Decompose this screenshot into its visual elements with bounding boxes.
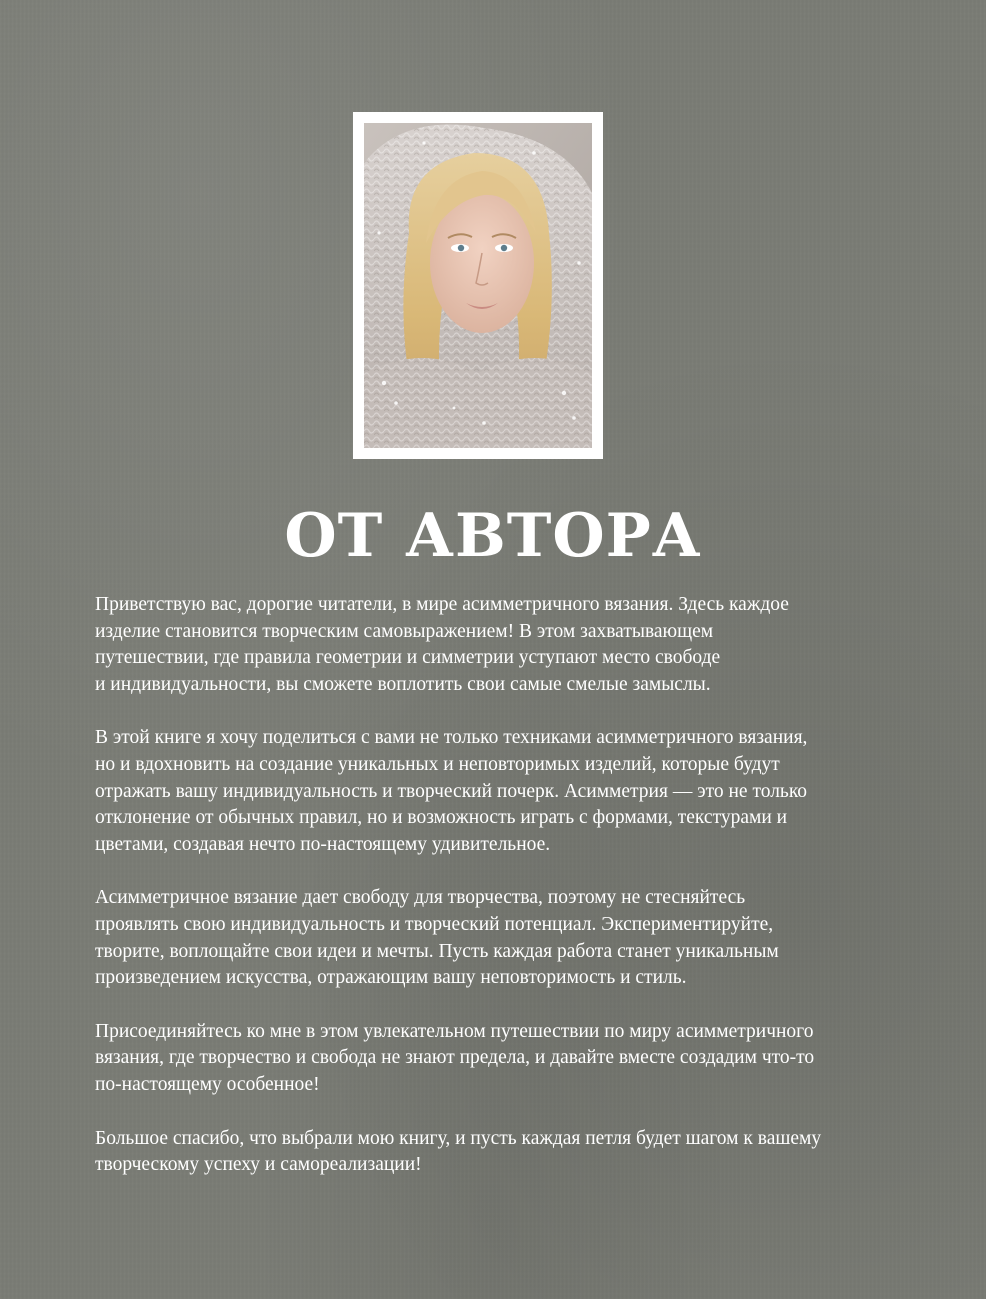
paragraph: Приветствую вас, дорогие читатели, в мире асимметричного вязания. Здесь каждое изделие становится творческим самовыражением! В этом захватывающем путешествии, где правила геометрии и симметрии уступают место свободе и индивидуальности, вы сможете воплотить свои самые смелые замыслы. xyxy=(95,594,789,695)
author-letter xyxy=(95,592,880,1206)
paragraph: Асимметричное вязание дает свободу для творчества, поэтому не стесняйтесь проявлять свою индивидуальность и творческий потенциал. Экспериментируйте, творите, воплощайте свои идеи и мечты. Пусть каждая работа станет уникальным произведением искусства, отражающим вашу неповторимость и стиль. xyxy=(95,887,779,989)
author-photo-frame xyxy=(353,112,603,459)
page-title: ОТ АВТОРА xyxy=(284,501,702,571)
author-portrait-image xyxy=(364,123,592,448)
paragraph: В этой книге я хочу поделиться с вами не только техниками асимметричного вязания, но и вдохновить на создание уникальных и неповторимых изделий, которые будут отражать вашу индивидуальность и творческий почерк. Асимметрия — это не только отклонение от обычных правил, но и возможность играть с формами, текстурами и цветами, создавая нечто по-настоящему удивительное. xyxy=(95,727,808,855)
paragraph: Большое спасибо, что выбрали мою книгу, и пусть каждая петля будет шагом к вашему творческому успеху и самореализации! xyxy=(95,1127,822,1176)
paragraph: Присоединяйтесь ко мне в этом увлекательном путешествии по миру асимметричного вязания, где творчество и свобода не знают предела, и давайте вместе создадим что-то по-настоящему особенное! xyxy=(95,1020,815,1095)
